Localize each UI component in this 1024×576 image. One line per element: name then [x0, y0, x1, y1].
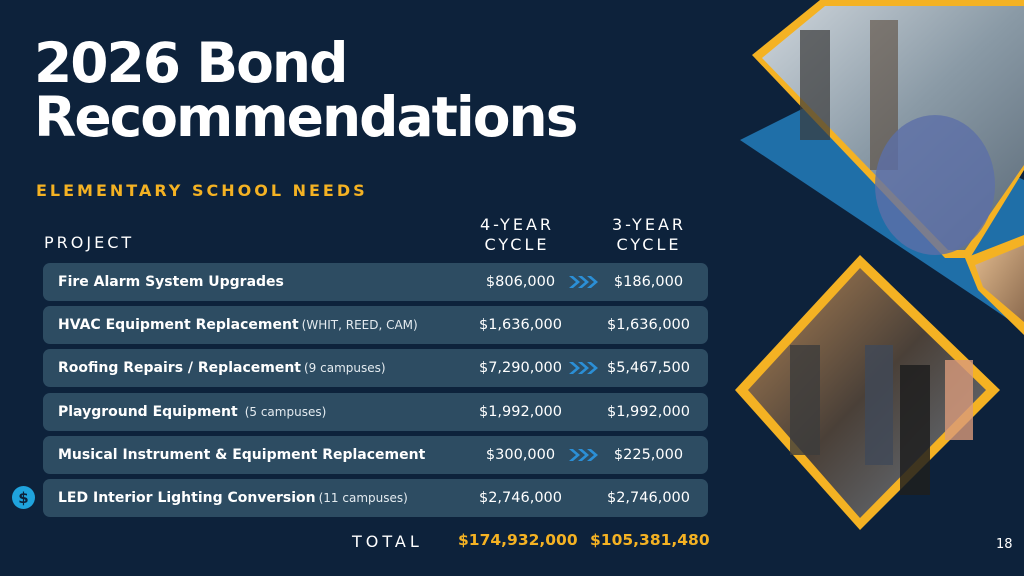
photo-bottom-frame — [735, 255, 1000, 530]
column-header-four-year — [462, 215, 572, 255]
row-four-year-cost: $806,000 — [485, 274, 556, 290]
table-row — [43, 436, 708, 474]
row-project-name — [58, 317, 418, 333]
blue-band-shape — [740, 90, 1024, 330]
row-three-year-cost: $1,636,000 — [606, 317, 691, 334]
column-header-four-year-line-2: CYCLE — [484, 235, 550, 254]
page-title — [34, 31, 577, 149]
photo-person-shape — [900, 365, 930, 495]
photo-person-shape — [870, 20, 898, 170]
row-four-year-cost: $300,000 — [485, 446, 556, 463]
row-project-name — [58, 447, 425, 463]
row-three-year-cost: $1,992,000 — [606, 403, 691, 420]
table-row — [43, 349, 708, 387]
title-line-1: 2026 Bond — [34, 31, 347, 95]
photo-person-shape — [800, 30, 830, 140]
table-row — [43, 306, 708, 344]
row-project-label: Fire Alarm System Upgrades — [58, 274, 284, 290]
photo-classroom-bottom — [748, 268, 986, 518]
row-project-note: (9 campuses) — [303, 361, 386, 376]
row-project-note: (11 campuses) — [318, 490, 408, 505]
row-project-name — [58, 490, 408, 506]
row-four-year-cost: $2,746,000 — [478, 489, 563, 506]
section-subtitle: ELEMENTARY SCHOOL NEEDS — [36, 181, 368, 200]
row-four-year-cost: $1,636,000 — [478, 317, 563, 334]
total-label: TOTAL — [352, 532, 423, 551]
photo-person-shape — [865, 345, 893, 465]
column-header-three-year-line-1: 3-YEAR — [612, 215, 686, 234]
row-three-year-cost: $225,000 — [613, 446, 684, 463]
table-row — [43, 263, 708, 301]
total-four-year: $174,932,000 — [458, 531, 578, 549]
row-three-year-cost: $186,000 — [613, 274, 684, 290]
row-project-note: (WHIT, REED, CAM) — [301, 318, 418, 333]
title-line-2: Recommendations — [34, 85, 577, 149]
photo-middle-frame — [965, 235, 1024, 335]
row-three-year-cost: $2,746,000 — [606, 489, 691, 506]
column-header-three-year-line-2: CYCLE — [616, 235, 682, 254]
column-header-three-year — [594, 215, 704, 255]
photo-top-frame — [752, 0, 1024, 258]
table-row — [43, 479, 708, 517]
photo-person-shape — [945, 360, 973, 440]
photo-person-shape — [790, 345, 820, 455]
row-project-label: Roofing Repairs / Replacement — [58, 360, 301, 377]
row-project-label: LED Interior Lighting Conversion — [58, 489, 316, 506]
row-project-label: Musical Instrument & Equipment Replacement — [58, 446, 426, 463]
total-three-year: $105,381,480 — [590, 531, 710, 549]
row-project-label: Playground Equipment — [58, 403, 238, 420]
row-project-name — [58, 404, 326, 420]
dollar-icon: $ — [12, 486, 35, 509]
photo-person-shape — [875, 115, 995, 255]
photo-middle-inner — [975, 245, 1024, 322]
row-project-name — [58, 274, 284, 290]
row-four-year-cost: $7,290,000 — [478, 360, 563, 377]
column-header-four-year-line-1: 4-YEAR — [480, 215, 554, 234]
project-table — [43, 263, 708, 522]
row-project-name — [58, 360, 386, 376]
column-header-project: PROJECT — [44, 233, 135, 252]
page-number: 18 — [996, 537, 1013, 552]
photo-classroom-top — [762, 6, 1024, 250]
row-project-label: HVAC Equipment Replacement — [58, 317, 299, 334]
row-four-year-cost: $1,992,000 — [478, 403, 563, 420]
row-project-note: (5 campuses) — [244, 404, 327, 419]
table-row — [43, 393, 708, 431]
row-three-year-cost: $5,467,500 — [606, 360, 691, 377]
